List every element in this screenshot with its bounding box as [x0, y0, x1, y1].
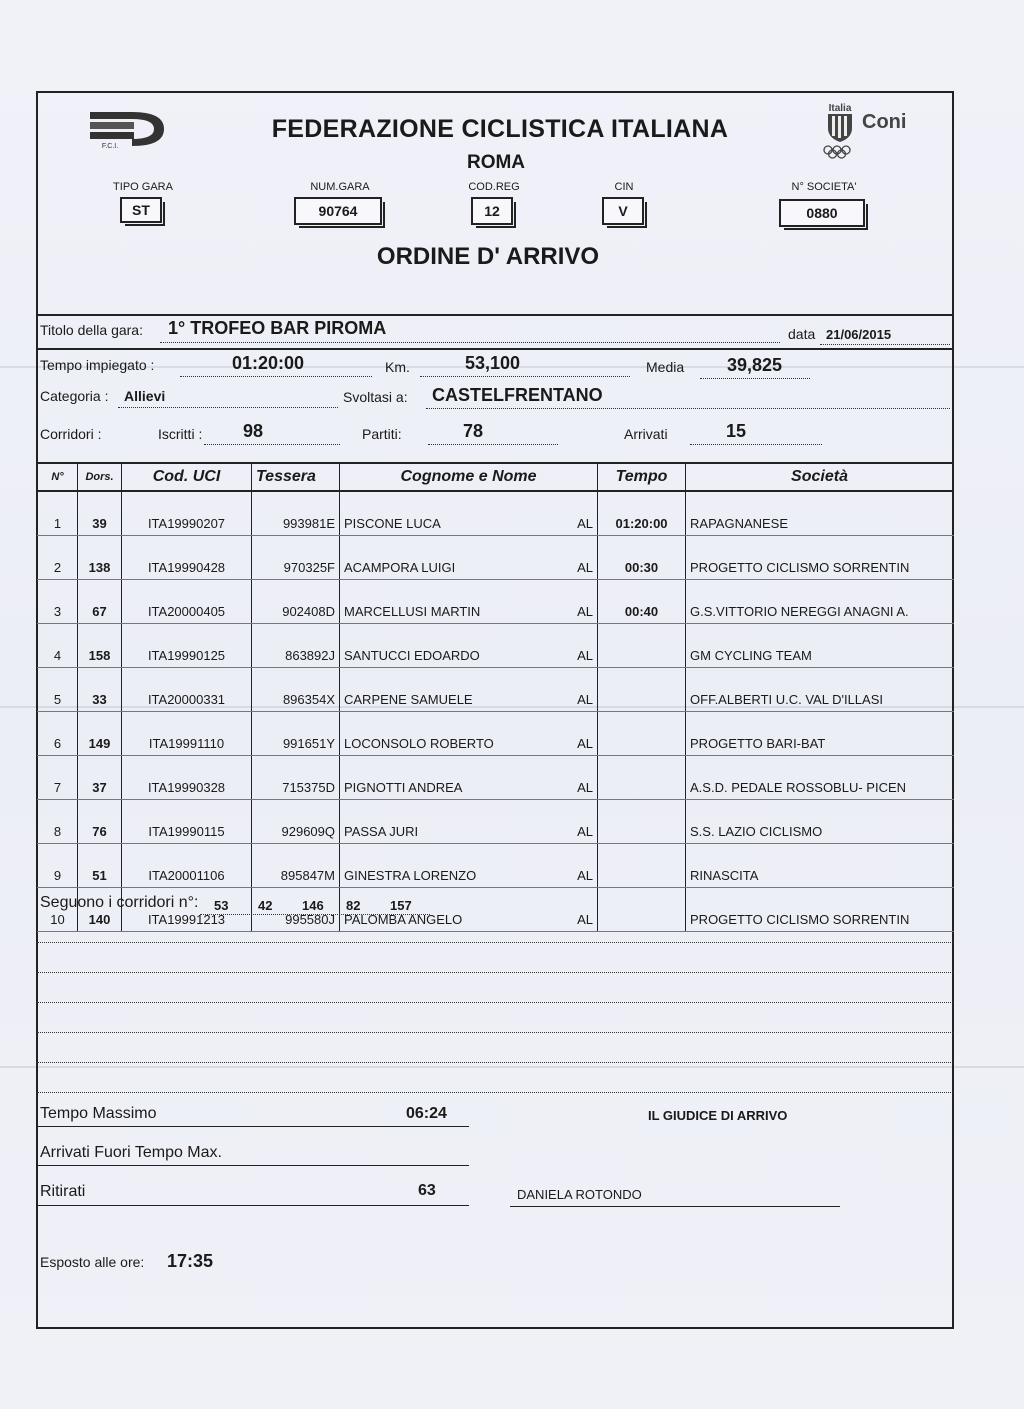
uci-code: ITA20000331 [122, 668, 252, 712]
table-row [38, 491, 954, 536]
finish-time: 00:30 [598, 536, 686, 580]
table-row [38, 800, 954, 844]
dotted-line [820, 344, 950, 345]
bib-number: 158 [78, 624, 122, 668]
tessera-code: 902408D [252, 580, 340, 624]
col-header-tempo: Tempo [598, 463, 686, 491]
col-header-dors: Dors. [78, 463, 122, 491]
finish-time [598, 844, 686, 888]
dotted-line [200, 914, 430, 915]
divider [37, 348, 953, 350]
bib-number: 39 [78, 491, 122, 536]
dotted-line [428, 444, 558, 445]
team-name: RINASCITA [686, 844, 954, 888]
dotted-line [37, 1032, 953, 1033]
bib-number: 76 [78, 800, 122, 844]
societa-label: N° SOCIETA' [791, 181, 857, 193]
date-label: data [788, 326, 816, 342]
col-header-n: N° [38, 463, 78, 491]
dotted-line [37, 1092, 953, 1093]
tessera-code: 995580J [252, 888, 340, 932]
divider [37, 1205, 469, 1206]
team-name: OFF.ALBERTI U.C. VAL D'ILLASI [686, 668, 954, 712]
following-rider-number: 53 [214, 898, 229, 913]
finish-time: 01:20:00 [598, 491, 686, 536]
dotted-line [700, 378, 810, 379]
bib-number: 149 [78, 712, 122, 756]
table-row [38, 536, 954, 580]
judge-label: IL GIUDICE DI ARRIVO [648, 1108, 788, 1123]
num-gara-label: NUM.GARA [310, 181, 370, 193]
row-number: 8 [38, 800, 78, 844]
category-code: AL [568, 800, 598, 844]
svg-text:F.C.I.: F.C.I. [101, 143, 119, 150]
ritirati-value: 63 [418, 1182, 436, 1199]
dotted-line [118, 407, 338, 408]
uci-code: ITA19991213 [122, 888, 252, 932]
iscritti-label: Iscritti : [158, 426, 203, 442]
num-gara-box: 90764 [294, 197, 382, 225]
dotted-line [420, 376, 630, 377]
category-code: AL [568, 580, 598, 624]
table-row [38, 580, 954, 624]
rider-name: ACAMPORA LUIGI [340, 536, 568, 580]
following-rider-number: 146 [302, 898, 324, 913]
rider-name: PIGNOTTI ANDREA [340, 756, 568, 800]
esposto-value: 17:35 [167, 1251, 214, 1271]
cod-reg-box: 12 [471, 197, 513, 225]
category-code: AL [568, 491, 598, 536]
tessera-code: 863892J [252, 624, 340, 668]
row-number: 10 [38, 888, 78, 932]
dotted-line [37, 1002, 953, 1003]
col-header-societa: Società [686, 463, 954, 491]
category-code: AL [568, 844, 598, 888]
place-value: CASTELFRENTANO [432, 385, 603, 405]
rider-name: PASSA JURI [340, 800, 568, 844]
uci-code: ITA19990328 [122, 756, 252, 800]
uci-code: ITA19990428 [122, 536, 252, 580]
tessera-code: 970325F [252, 536, 340, 580]
tempo-max-value: 06:24 [406, 1105, 447, 1122]
row-number: 5 [38, 668, 78, 712]
following-rider-number: 82 [346, 898, 361, 913]
category-code: AL [568, 712, 598, 756]
team-name: G.S.VITTORIO NEREGGI ANAGNI A. [686, 580, 954, 624]
uci-code: ITA19991110 [122, 712, 252, 756]
bib-number: 37 [78, 756, 122, 800]
place-label: Svoltasi a: [343, 389, 408, 405]
divider [37, 1126, 469, 1127]
uci-code: ITA20000405 [122, 580, 252, 624]
table-row [38, 756, 954, 800]
uci-code: ITA19990207 [122, 491, 252, 536]
cod-reg-label: COD.REG [468, 181, 520, 193]
judge-name: DANIELA ROTONDO [517, 1187, 642, 1202]
col-header-uci: Cod. UCI [122, 463, 252, 491]
table-row [38, 712, 954, 756]
race-title-value: 1° TROFEO BAR PIROMA [168, 318, 387, 338]
team-name: PROGETTO CICLISMO SORRENTIN [686, 536, 954, 580]
uci-code: ITA19990115 [122, 800, 252, 844]
row-number: 1 [38, 491, 78, 536]
bib-number: 33 [78, 668, 122, 712]
riders-label: Corridori : [40, 426, 102, 442]
category-code: AL [568, 536, 598, 580]
dotted-line [37, 972, 953, 973]
svg-text:Italia: Italia [828, 103, 852, 114]
media-value: 39,825 [727, 355, 783, 375]
finish-time [598, 888, 686, 932]
table-row [38, 844, 954, 888]
fuori-tempo-label: Arrivati Fuori Tempo Max. [40, 1144, 222, 1161]
tessera-code: 993981E [252, 491, 340, 536]
row-number: 7 [38, 756, 78, 800]
row-number: 4 [38, 624, 78, 668]
category-code: AL [568, 888, 598, 932]
row-number: 6 [38, 712, 78, 756]
tessera-code: 895847M [252, 844, 340, 888]
row-number: 2 [38, 536, 78, 580]
rider-name: SANTUCCI EDOARDO [340, 624, 568, 668]
arrivati-value: 15 [726, 421, 747, 441]
following-label: Seguono i corridori n°: [40, 894, 199, 911]
team-name: PROGETTO BARI-BAT [686, 712, 954, 756]
dotted-line [204, 444, 340, 445]
following-rider-number: 42 [258, 898, 273, 913]
societa-box: 0880 [779, 199, 865, 227]
following-rider-number: 157 [390, 898, 412, 913]
rider-name: PALOMBA ANGELO [340, 888, 568, 932]
team-name: GM CYCLING TEAM [686, 624, 954, 668]
partiti-value: 78 [463, 421, 484, 441]
category-value: Allievi [124, 388, 166, 404]
bib-number: 140 [78, 888, 122, 932]
race-title-label: Titolo della gara: [40, 322, 143, 338]
bib-number: 51 [78, 844, 122, 888]
iscritti-value: 98 [243, 421, 264, 441]
table-row [38, 668, 954, 712]
km-label: Km. [385, 359, 410, 375]
category-code: AL [568, 624, 598, 668]
cin-box: V [602, 197, 644, 225]
tipo-gara-box: ST [120, 197, 162, 223]
uci-code: ITA19990125 [122, 624, 252, 668]
finish-time [598, 800, 686, 844]
arrivati-label: Arrivati [624, 426, 668, 442]
rider-name: PISCONE LUCA [340, 491, 568, 536]
finish-time: 00:40 [598, 580, 686, 624]
divider [37, 314, 953, 316]
km-value: 53,100 [465, 353, 521, 373]
svg-text:Coni: Coni [862, 111, 907, 133]
bib-number: 67 [78, 580, 122, 624]
dotted-line [37, 1062, 953, 1063]
table-row [38, 624, 954, 668]
divider [37, 1165, 469, 1166]
following-numbers [214, 898, 454, 913]
dotted-line [160, 342, 780, 343]
finish-time [598, 624, 686, 668]
finish-time [598, 712, 686, 756]
cin-label: CIN [614, 181, 634, 193]
col-header-tessera: Tessera [252, 463, 340, 491]
tessera-code: 896354X [252, 668, 340, 712]
dotted-line [690, 444, 822, 445]
time-label: Tempo impiegato : [40, 357, 155, 373]
tessera-code: 715375D [252, 756, 340, 800]
row-number: 9 [38, 844, 78, 888]
dotted-line [426, 408, 950, 409]
tessera-code: 929609Q [252, 800, 340, 844]
rider-name: CARPENE SAMUELE [340, 668, 568, 712]
team-name: S.S. LAZIO CICLISMO [686, 800, 954, 844]
esposto-label: Esposto alle ore: [40, 1254, 145, 1270]
media-label: Media [646, 359, 685, 375]
dotted-line [180, 376, 372, 377]
category-code: AL [568, 756, 598, 800]
row-number: 3 [38, 580, 78, 624]
finish-time [598, 668, 686, 712]
table-header-row [38, 463, 954, 491]
tempo-max-label: Tempo Massimo [40, 1105, 157, 1122]
dotted-line [37, 942, 953, 943]
federation-title: FEDERAZIONE CICLISTICA ITALIANA [271, 115, 729, 143]
tipo-gara-label: TIPO GARA [113, 181, 173, 193]
bib-number: 138 [78, 536, 122, 580]
team-name: PROGETTO CICLISMO SORRENTIN [686, 888, 954, 932]
ritirati-label: Ritirati [40, 1183, 86, 1200]
signature-line [510, 1206, 840, 1207]
team-name: A.S.D. PEDALE ROSSOBLU- PICEN [686, 756, 954, 800]
finish-time [598, 756, 686, 800]
city-label: ROMA [466, 152, 526, 173]
category-label: Categoria : [40, 388, 109, 404]
time-value: 01:20:00 [232, 353, 305, 373]
rider-name: LOCONSOLO ROBERTO [340, 712, 568, 756]
uci-code: ITA20001106 [122, 844, 252, 888]
rider-name: GINESTRA LORENZO [340, 844, 568, 888]
category-code: AL [568, 668, 598, 712]
team-name: RAPAGNANESE [686, 491, 954, 536]
col-header-name: Cognome e Nome [340, 463, 598, 491]
document-title: ORDINE D' ARRIVO [376, 243, 600, 270]
date-value: 21/06/2015 [826, 327, 892, 342]
tessera-code: 991651Y [252, 712, 340, 756]
results-table [37, 462, 954, 932]
partiti-label: Partiti: [362, 426, 402, 442]
rider-name: MARCELLUSI MARTIN [340, 580, 568, 624]
